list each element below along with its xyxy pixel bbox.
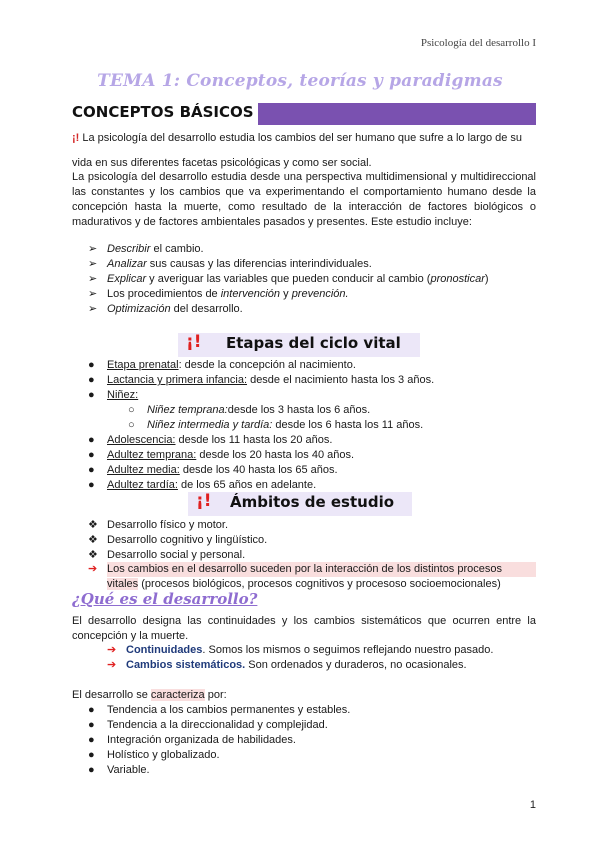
list-item: ● Adultez tardía: de los 65 años en adelante. xyxy=(88,479,317,491)
list-item: ➔ Cambios sistemáticos. Son ordenados y duraderos, no ocasionales. xyxy=(107,659,467,671)
list-item: ❖ Desarrollo social y personal. xyxy=(88,549,246,561)
characteristics-lead: El desarrollo se caracteriza por: xyxy=(72,689,227,701)
continuity-list xyxy=(107,643,493,673)
list-item: ● Adolescencia: desde los 11 hasta los 20 años. xyxy=(88,434,333,446)
running-header: Psicología del desarrollo I xyxy=(420,37,536,49)
list-item: ● Holístico y globalizado. xyxy=(88,749,220,761)
list-item: ● Adultez media: desde los 40 hasta los 65 años. xyxy=(88,464,338,476)
list-item: ➔ Continuidades. Somos los mismos o seguimos reflejando nuestro pasado. xyxy=(107,644,494,656)
ambitos-highlight-line: ➔ Los cambios en el desarrollo suceden por la interacción de los distintos procesos xyxy=(88,562,536,577)
list-item: ● Tendencia a los cambios permanentes y estables. xyxy=(88,704,351,716)
list-item: ● Niñez: xyxy=(88,389,139,401)
ambitos-banner xyxy=(188,492,412,516)
arrow-icon: ➔ xyxy=(107,659,117,671)
characteristics-list xyxy=(88,703,350,778)
ninez-sublist xyxy=(128,403,423,433)
exclamation-mark: ¡! xyxy=(186,332,202,352)
list-item: ○ Niñez temprana:desde los 3 hasta los 6 años. xyxy=(128,404,371,416)
page-title: TEMA 1: Conceptos, teorías y paradigmas xyxy=(97,71,503,91)
list-item: ● Tendencia a la direccionalidad y complejidad. xyxy=(88,719,328,731)
intro-paragraph: La psicología del desarrollo estudia desde una perspectiva multidimensional y multidireccional las constantes y los cambios que va experimentando el comportamiento humano desde la concepción hasta la muerte, como resultado de la interacción de factores biológicos o madurativos y de factores ambientales pasados y presentes. Este estudio incluye: xyxy=(72,171,536,228)
list-item: ❖ Desarrollo físico y motor. xyxy=(88,519,229,531)
exclamation-mark: ¡! xyxy=(196,491,212,511)
page-number: 1 xyxy=(529,799,536,811)
section-heading-bar xyxy=(72,103,536,125)
arrow-icon: ➔ xyxy=(107,644,117,656)
arrow-icon: ➔ xyxy=(88,563,98,575)
list-item: ● Etapa prenatal: desde la concepción al nacimiento. xyxy=(88,359,356,371)
study-includes-list xyxy=(88,242,489,317)
etapas-heading: Etapas del ciclo vital xyxy=(226,334,401,352)
list-item: ● Lactancia y primera infancia: desde el nacimiento hasta los 3 años. xyxy=(88,374,435,386)
list-item: ● Integración organizada de habilidades. xyxy=(88,734,296,746)
list-item: ➢ Describir el cambio. xyxy=(88,243,204,255)
list-item: ❖ Desarrollo cognitivo y lingüístico. xyxy=(88,534,268,546)
etapas-list-2 xyxy=(88,433,354,493)
intro-line: ¡! La psicología del desarrollo estudia los cambios del ser humano que sufre a lo largo de su xyxy=(72,132,523,144)
ambitos-heading: Ámbitos de estudio xyxy=(230,493,395,511)
list-item: ➢ Optimización del desarrollo. xyxy=(88,303,243,315)
list-item: ➢ Los procedimientos de intervención y prevención. xyxy=(88,288,349,300)
list-item: ● Adultez temprana: desde los 20 hasta los 40 años. xyxy=(88,449,355,461)
list-item: ● Variable. xyxy=(88,764,150,776)
exclamation-mark: ¡! xyxy=(72,132,80,144)
etapas-list xyxy=(88,358,434,403)
ambitos-list xyxy=(88,518,267,563)
question-paragraph: El desarrollo designa las continuidades y los cambios sistemáticos que ocurren entre la concepción y la muerte. xyxy=(72,615,536,642)
list-item: ➢ Explicar y averiguar las variables que pueden conducir al cambio (pronosticar) xyxy=(88,273,489,285)
section-heading: CONCEPTOS BÁSICOS xyxy=(72,103,258,125)
etapas-banner xyxy=(178,333,420,357)
ambitos-highlight-line-2: vitales (procesos biológicos, procesos cognitivos y procesoso socioemocionales) xyxy=(107,578,501,590)
list-item: ○ Niñez intermedia y tardía: desde los 6 hasta los 11 años. xyxy=(128,419,424,431)
intro-line-2: vida en sus diferentes facetas psicológicas y como ser social. xyxy=(72,157,372,169)
question-heading: ¿Qué es el desarrollo? xyxy=(72,590,258,608)
list-item: ➢ Analizar sus causas y las diferencias interindividuales. xyxy=(88,258,372,270)
